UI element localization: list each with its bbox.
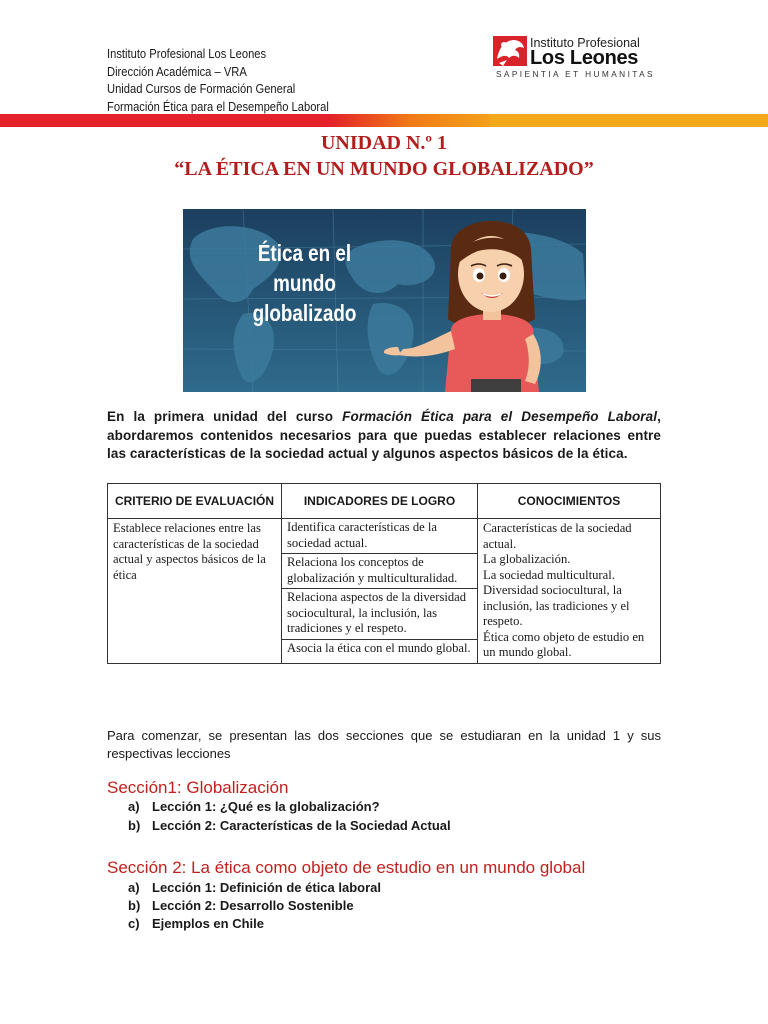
lesson-item	[128, 880, 381, 895]
indicador-item: Relaciona aspectos de la diversidad sociocultural, la inclusión, las tradiciones y el respeto.	[282, 589, 477, 640]
section-title: Sección 2: La ética como objeto de estudio en un mundo global	[107, 858, 586, 877]
column-header: CONOCIMIENTOS	[478, 484, 661, 519]
lesson-label: a)	[128, 799, 140, 814]
lesson-item	[128, 818, 451, 833]
institution-header	[107, 45, 365, 115]
lesson-text: Ejemplos en Chile	[152, 916, 264, 931]
lesson-item	[128, 916, 264, 931]
lesson-item	[128, 898, 354, 913]
lesson-text: Lección 2: Desarrollo Sostenible	[152, 898, 354, 913]
intro-paragraph	[107, 408, 661, 464]
lesson-item	[128, 799, 380, 814]
conocimiento-item: La globalización.	[483, 552, 571, 566]
unit-number: UNIDAD N.º 1	[320, 132, 448, 154]
lesson-text: Lección 1: ¿Qué es la globalización?	[152, 799, 380, 814]
logo-name-line2: Los Leones	[530, 47, 639, 69]
lesson-text: Lección 2: Características de la Sociedad Actual	[152, 818, 451, 833]
table-row	[108, 519, 661, 664]
table-header-row	[108, 484, 661, 519]
header-line: Instituto Profesional Los Leones	[107, 46, 267, 61]
lesson-label: b)	[128, 898, 141, 913]
conocimiento-item: Características de la sociedad actual.	[483, 521, 632, 551]
header-line: Dirección Académica – VRA	[107, 63, 247, 79]
intro-text-start: En la primera unidad del curso	[107, 409, 343, 424]
conocimiento-item: Diversidad sociocultural, la inclusión, las tradiciones y el respeto.	[483, 583, 630, 628]
unit-title: “LA ÉTICA EN UN MUNDO GLOBALIZADO”	[174, 158, 594, 180]
lesson-label: c)	[128, 916, 140, 931]
section-title: Sección1: Globalización	[107, 778, 289, 797]
intro-text-end: , abordaremos contenidos necesarios para que puedas establecer relaciones entre las características de la sociedad actual y algunos aspectos básicos de la ética.	[107, 409, 661, 461]
lesson-text: Lección 1: Definición de ética laboral	[152, 880, 382, 895]
indicador-item: Identifica características de la sociedad actual.	[282, 519, 477, 554]
indicador-item: Asocia la ética con el mundo global.	[287, 640, 471, 655]
column-header: CRITERIO DE EVALUACIÓN	[108, 484, 282, 519]
criterio-cell: Establece relaciones entre las características de la sociedad actual y aspectos básicos de la ética	[108, 519, 282, 664]
course-name: Formación Ética para el Desempeño Laboral	[342, 409, 658, 424]
hero-caption	[243, 238, 366, 328]
evaluation-table	[107, 483, 661, 664]
conocimientos-cell	[478, 519, 661, 664]
column-header: INDICADORES DE LOGRO	[282, 484, 478, 519]
logo-tagline: SAPIENTIA ET HUMANITAS	[496, 69, 655, 79]
lesson-label: b)	[128, 818, 141, 833]
sections-intro-paragraph: Para comenzar, se presentan las dos secciones que se estudiaran en la unidad 1 y sus respectivas lecciones	[107, 728, 661, 761]
indicadores-cell	[282, 519, 478, 664]
indicador-item: Relaciona los conceptos de globalización y multiculturalidad.	[282, 554, 477, 589]
hero-caption-line1: Ética en el mundo	[257, 240, 352, 296]
lesson-label: a)	[128, 880, 140, 895]
conocimiento-item: Ética como objeto de estudio en un mundo global.	[483, 629, 645, 659]
header-line: Formación Ética para el Desempeño Laboral	[107, 98, 329, 114]
logo-name-line1: Instituto Profesional	[530, 36, 640, 50]
hero-caption-line2: globalizado	[252, 300, 357, 326]
header-color-bar	[0, 114, 768, 127]
conocimiento-item: La sociedad multicultural.	[483, 567, 615, 582]
header-line: Unidad Cursos de Formación General	[107, 81, 296, 96]
